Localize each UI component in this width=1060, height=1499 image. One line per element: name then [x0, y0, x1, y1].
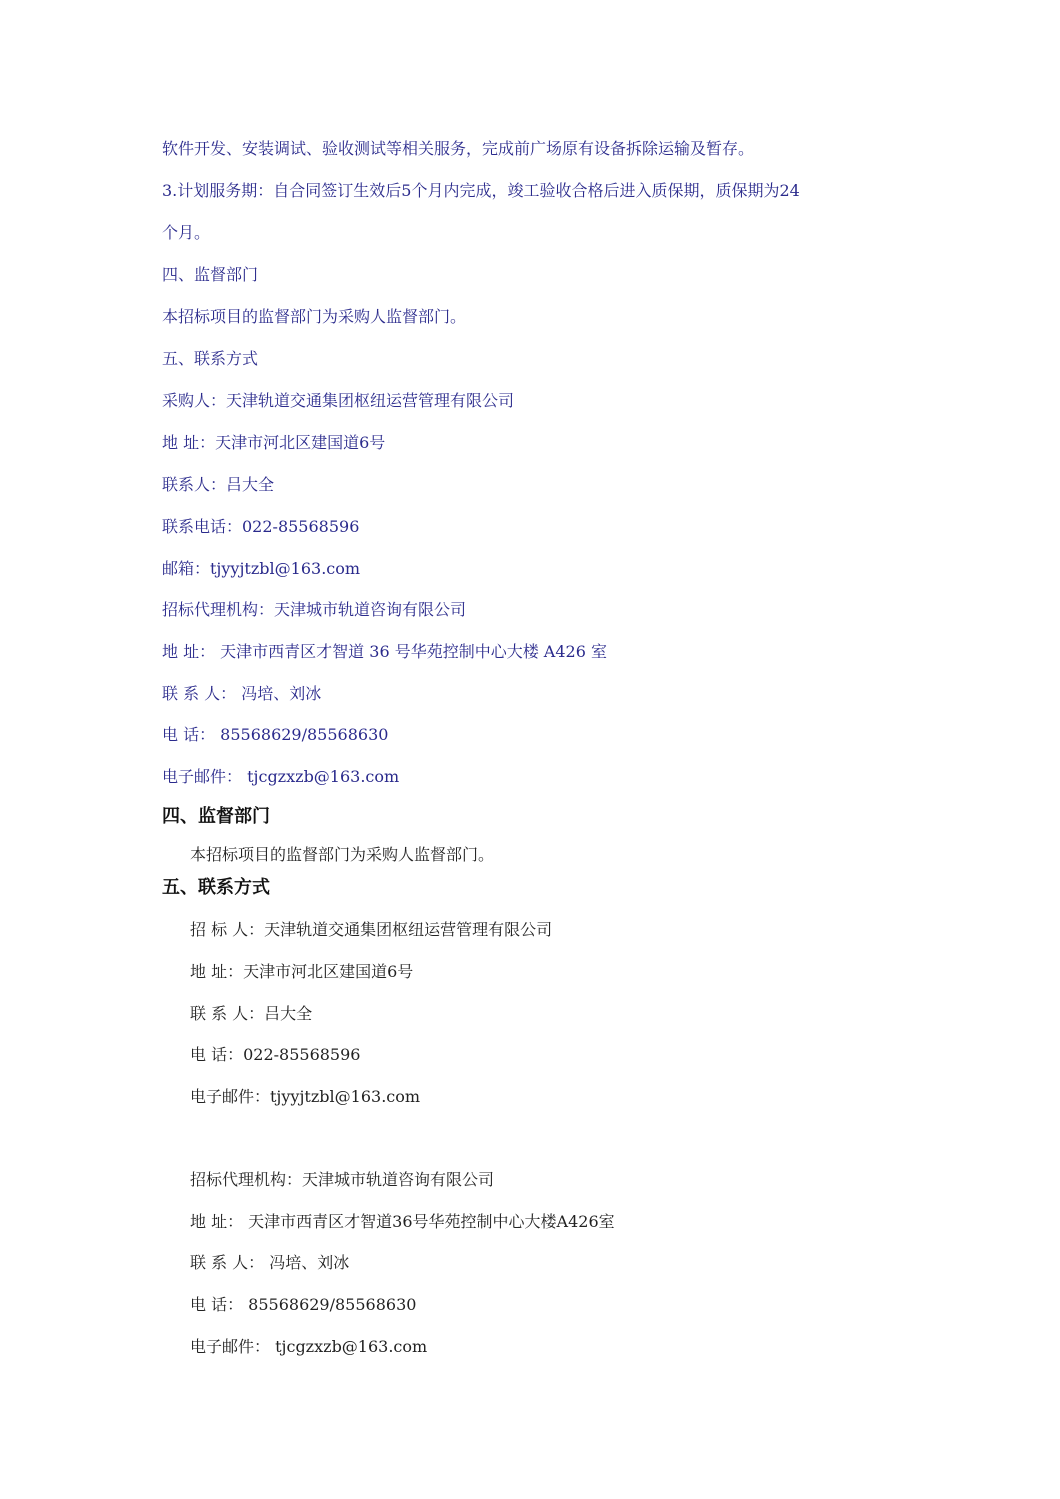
upper-line-service-period: 3.计划服务期：自合同签订生效后5个月内完成，竣工验收合格后进入质保期，质保期为24: [162, 181, 800, 200]
upper-purchaser-email: 邮箱：tjyyjtzbl@163.com: [162, 559, 361, 578]
upper-purchaser-address: 地 址：天津市河北区建国道6号: [162, 433, 386, 452]
upper-agent-phone: 电 话： 85568629/85568630: [162, 725, 389, 744]
agent-email: 电子邮件： tjcgzxzb@163.com: [190, 1337, 428, 1356]
heading-supervision: 四、监督部门: [162, 806, 270, 827]
upper-purchaser-contact: 联系人：吕大全: [162, 475, 275, 494]
upper-supervision-text: 本招标项目的监督部门为采购人监督部门。: [162, 307, 467, 326]
supervision-text: 本招标项目的监督部门为采购人监督部门。: [190, 845, 495, 864]
upper-heading-contact: 五、联系方式: [162, 349, 259, 368]
tenderer-name: 招 标 人：天津轨道交通集团枢纽运营管理有限公司: [190, 920, 553, 939]
upper-heading-supervision: 四、监督部门: [162, 265, 259, 284]
upper-agent-email: 电子邮件： tjcgzxzb@163.com: [162, 767, 400, 786]
tenderer-phone: 电 话：022-85568596: [190, 1045, 361, 1064]
agent-phone: 电 话： 85568629/85568630: [190, 1295, 417, 1314]
upper-agent-address: 地 址： 天津市西青区才智道 36 号华苑控制中心大楼 A426 室: [162, 642, 607, 661]
upper-agent: 招标代理机构：天津城市轨道咨询有限公司: [162, 600, 467, 619]
agent-contact: 联 系 人： 冯培、刘冰: [190, 1253, 350, 1272]
heading-contact: 五、联系方式: [162, 877, 270, 898]
upper-agent-contact: 联 系 人： 冯培、刘冰: [162, 684, 322, 703]
agent-name: 招标代理机构：天津城市轨道咨询有限公司: [190, 1170, 495, 1189]
upper-purchaser: 采购人：天津轨道交通集团枢纽运营管理有限公司: [162, 391, 515, 410]
upper-line-services: 软件开发、安装调试、验收测试等相关服务，完成前广场原有设备拆除运输及暂存。: [162, 139, 755, 158]
tenderer-email: 电子邮件：tjyyjtzbl@163.com: [190, 1087, 421, 1106]
agent-address: 地 址： 天津市西青区才智道36号华苑控制中心大楼A426室: [190, 1212, 615, 1231]
tenderer-address: 地 址：天津市河北区建国道6号: [190, 962, 414, 981]
tenderer-contact: 联 系 人：吕大全: [190, 1004, 313, 1023]
upper-purchaser-phone: 联系电话：022-85568596: [162, 517, 360, 536]
upper-line-months: 个月。: [162, 223, 211, 242]
